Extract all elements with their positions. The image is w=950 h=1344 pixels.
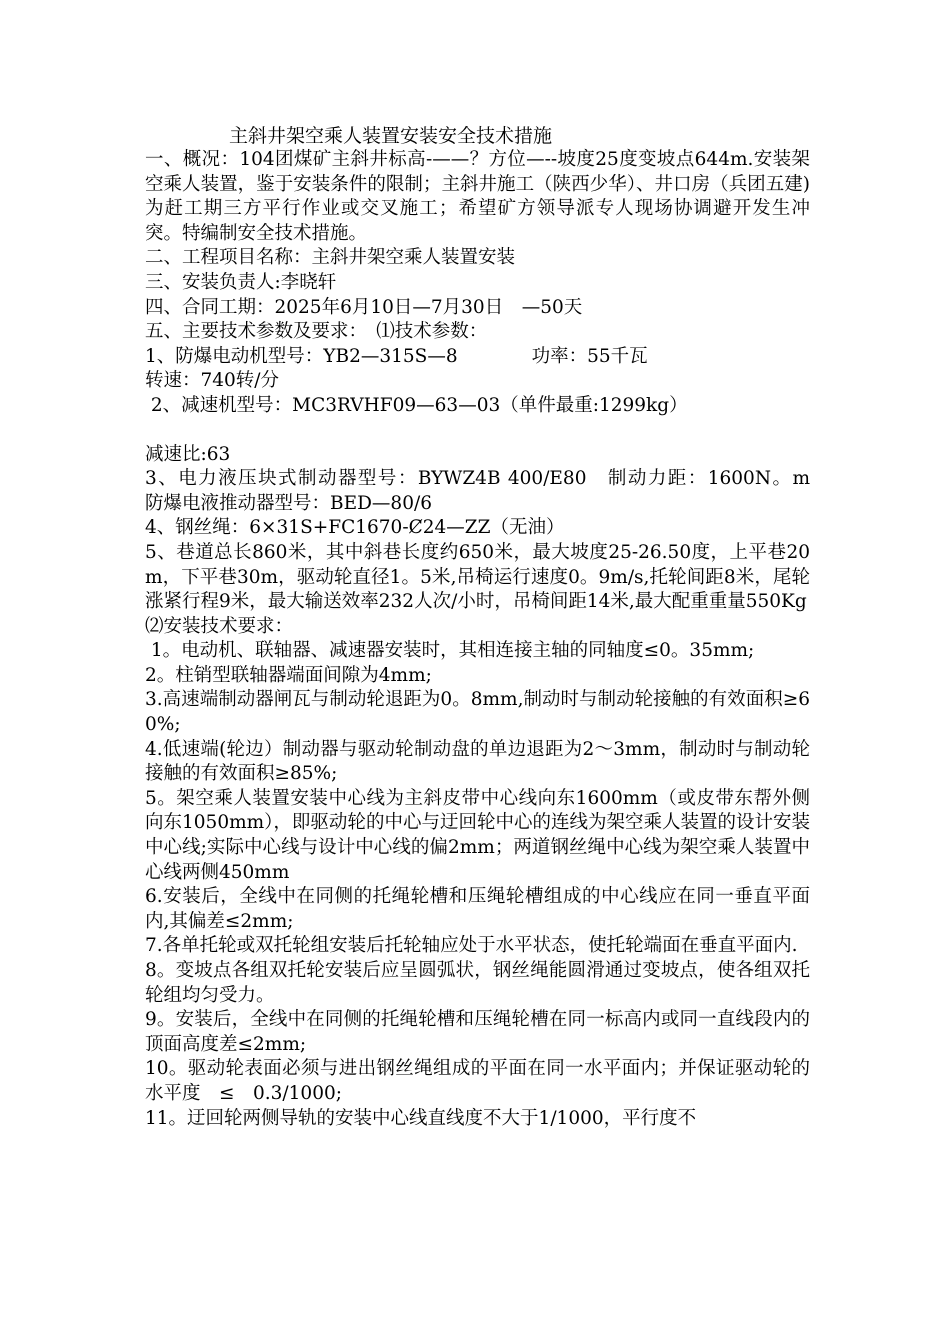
section-contract-period: 四、合同工期：2025年6月10日—7月30日 —50天: [145, 296, 583, 318]
requirement-2: 2。柱销型联轴器端面间隙为4mm;: [145, 664, 432, 686]
requirement-6: 6.安装后，全线中在同侧的托绳轮槽和压绳轮槽组成的中心线应在同一垂直平面内,其偏差≤2mm;: [145, 886, 810, 932]
param-brake: 3、电力液压块式制动器型号：BYWZ4B 400/E80 制动力距：1600N。m 防爆电液推动器型号：BED—80/6: [145, 468, 829, 514]
document-page: [145, 124, 829, 1131]
requirement-7: 7.各单托轮或双托轮组安装后托轮轴应处于水平状态，使托轮端面在垂直平面内.: [145, 935, 798, 957]
param-wire-rope: 4、钢丝绳：6×31S+FC1670-Ȼ24—ZZ（无油）: [145, 517, 565, 539]
requirement-1: 1。电动机、联轴器、减速器安装时，其相连接主轴的同轴度≤0。35mm;: [145, 640, 755, 662]
param-motor: 1、防爆电动机型号：YB2—315S—8 功率：55千瓦: [145, 345, 648, 367]
param-roadway: 5、巷道总长860米，其中斜巷长度约650米，最大坡度25-26.50度，上平巷20m，下平巷30m，驱动轮直径1。5米,吊椅运行速度0。9m/s,托轮间距8米，尾轮涨紧行程9米，最大输送效率232人次/小时，吊椅间距14米,最大配重重量550Kg: [145, 541, 810, 613]
requirement-11: 11。迂回轮两侧导轨的安装中心线直线度不大于1/1000，平行度不: [145, 1107, 697, 1129]
blank-line: [145, 419, 810, 443]
section-install-requirements-heading: ⑵安装技术要求：: [145, 615, 294, 637]
requirement-5: 5。架空乘人装置安装中心线为主斜皮带中心线向东1600mm（或皮带东帮外侧向东1050mm），即驱动轮的中心与迂回轮中心的连线为架空乘人装置的设计安装中心线;实际中心线与设计中心线的偏2mm；两道钢丝绳中心线为架空乘人装置中心线两侧450mm: [145, 787, 810, 883]
section-installer: 三、安装负责人:李晓轩: [145, 271, 337, 293]
requirement-3: 3.高速端制动器闸瓦与制动轮退距为0。8mm,制动时与制动轮接触的有效面积≥60%;: [145, 689, 810, 736]
section-overview: 一、概况：104团煤矿主斜井标高-——？方位—--坡度25度变坡点644m.安装架空乘人装置，鉴于安装条件的限制；主斜井施工（陕西少华）、井口房（兵团五建)为赶工期三方平行作业或交叉施工；希望矿方领导派专人现场协调避开发生冲突。特编制安全技术措施。: [145, 149, 810, 244]
param-speed: 转速：740转/分: [145, 370, 280, 392]
requirement-8: 8。变坡点各组双托轮安装后应呈圆弧状，钢丝绳能圆滑通过变坡点，使各组双托轮组均匀受力。: [145, 960, 810, 1006]
requirement-10: 10。驱动轮表面必须与进出钢丝绳组成的平面在同一水平面内；并保证驱动轮的水平度 ≤ 0.3/1000;: [145, 1058, 810, 1104]
section-tech-params-heading: 五、主要技术参数及要求： ⑴技术参数：: [145, 321, 488, 343]
param-reducer: 2、减速机型号：MC3RVHF09—63—03（单件最重:1299kg）: [145, 394, 688, 416]
document-title: 主斜井架空乘人装置安装安全技术措施: [229, 125, 553, 147]
param-reduction-ratio: 减速比:63: [145, 443, 231, 465]
requirement-9: 9。安装后，全线中在同侧的托绳轮槽和压绳轮槽在同一标高内或同一直线段内的顶面高度差≤2mm;: [145, 1009, 810, 1055]
section-project-name: 二、工程项目名称：主斜井架空乘人装置安装: [145, 247, 516, 269]
requirement-4: 4.低速端(轮边）制动器与驱动轮制动盘的单边退距为2～3mm，制动时与制动轮接触的有效面积≥85%;: [145, 738, 810, 785]
